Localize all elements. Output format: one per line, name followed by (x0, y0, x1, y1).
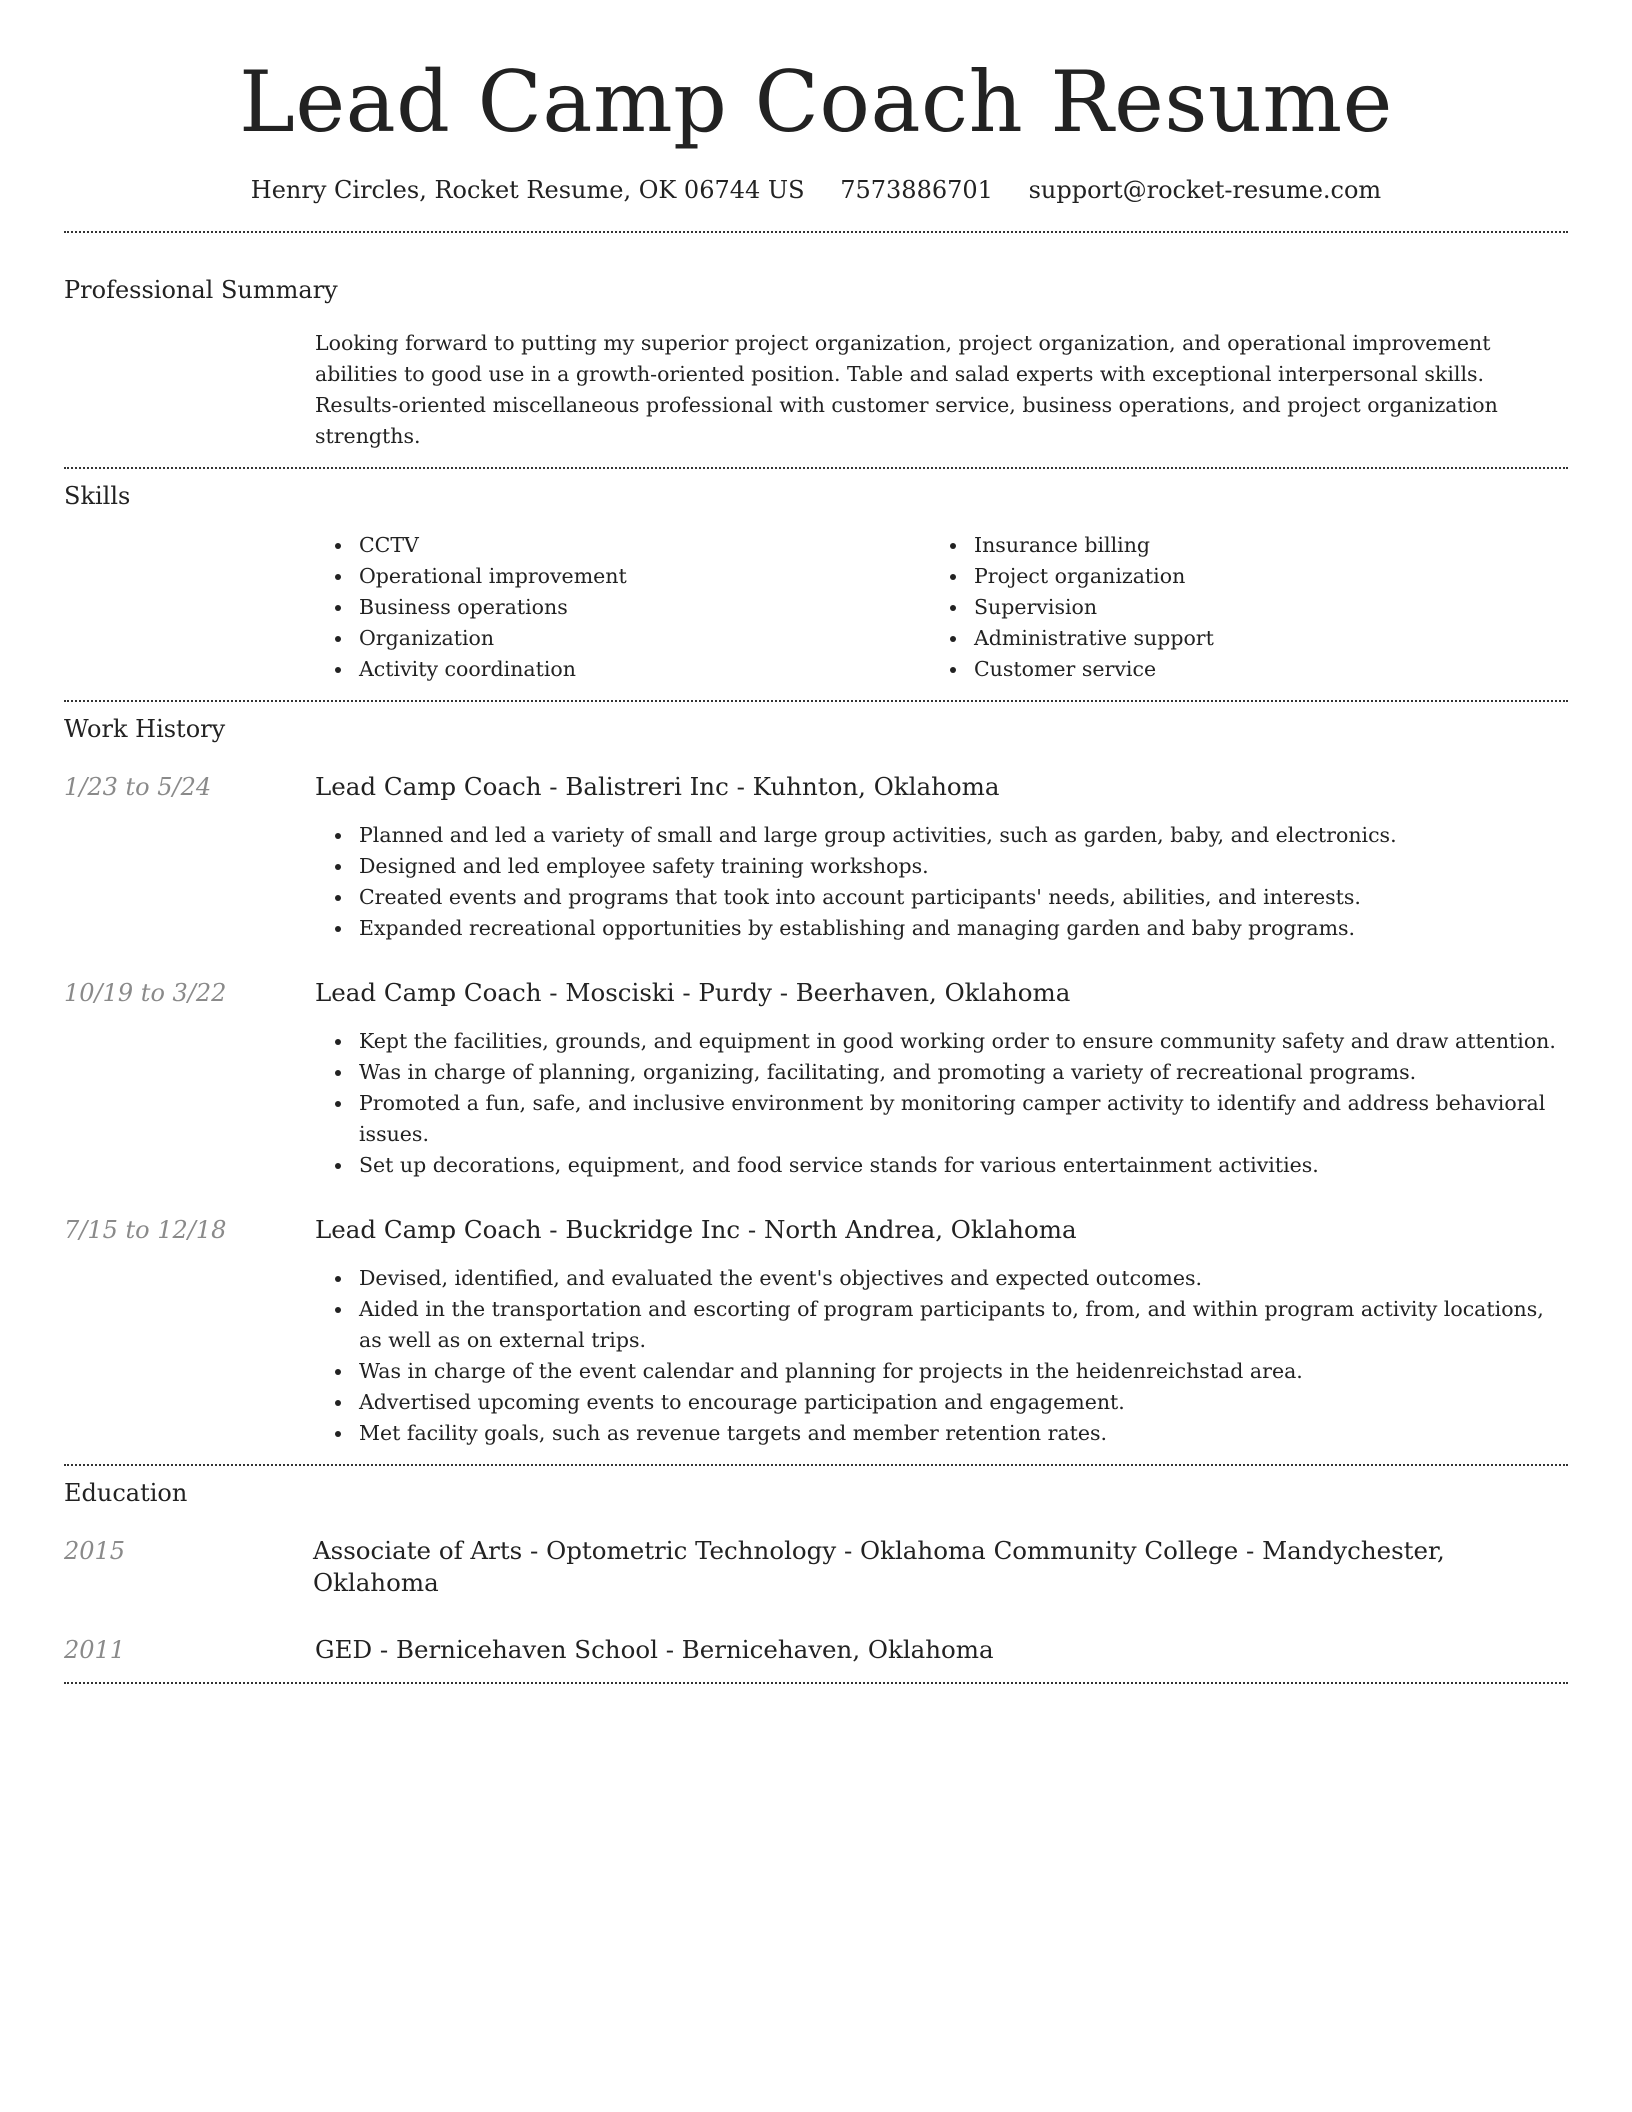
job-bullet: Expanded recreational opportunities by establishing and managing garden and baby programs. (315, 913, 1568, 944)
job-bullet: Promoted a fun, safe, and inclusive environment by monitoring camper activity to identify and address behavioral issues. (315, 1088, 1568, 1150)
job-title: Lead Camp Coach - Buckridge Inc - North Andrea, Oklahoma (315, 1215, 1077, 1244)
contact-email: support@rocket-resume.com (1028, 176, 1382, 204)
job-bullet: Was in charge of planning, organizing, facilitating, and promoting a variety of recreational programs. (315, 1057, 1568, 1088)
skill-item: Organization (315, 623, 930, 654)
job-entry (64, 771, 1568, 803)
job-bullet: Devised, identified, and evaluated the event's objectives and expected outcomes. (315, 1263, 1568, 1294)
skill-item: Activity coordination (315, 654, 930, 685)
education-heading: Education (64, 1479, 188, 1507)
divider (64, 231, 1568, 233)
job-bullets (315, 820, 1568, 944)
skill-item: Administrative support (930, 623, 1545, 654)
divider (64, 1464, 1568, 1466)
job-title: Lead Camp Coach - Mosciski - Purdy - Beerhaven, Oklahoma (315, 978, 1071, 1007)
education-detail: GED - Bernicehaven School - Bernicehaven, Oklahoma (315, 1635, 994, 1664)
contact-line (64, 174, 1568, 206)
skills-column-left (315, 530, 930, 685)
contact-phone: 7573886701 (840, 176, 993, 204)
job-bullet: Designed and led employee safety training workshops. (315, 851, 1568, 882)
divider (64, 467, 1568, 469)
job-title: Lead Camp Coach - Balistreri Inc - Kuhnton, Oklahoma (315, 772, 1000, 801)
skills-list (315, 530, 1568, 685)
resume-title: Lead Camp Coach Resume (239, 53, 1393, 151)
skill-item: Supervision (930, 592, 1545, 623)
job-bullets (315, 1026, 1568, 1181)
job-bullet: Set up decorations, equipment, and food service stands for various entertainment activities. (315, 1150, 1568, 1181)
education-year: 2015 (64, 1537, 126, 1565)
education-year: 2011 (64, 1636, 126, 1664)
skill-item: Business operations (315, 592, 930, 623)
job-bullet: Created events and programs that took into account participants' needs, abilities, and interests. (315, 882, 1568, 913)
job-dates: 1/23 to 5/24 (64, 773, 212, 801)
job-bullet: Met facility goals, such as revenue targets and member retention rates. (315, 1418, 1568, 1449)
job-bullet: Advertised upcoming events to encourage participation and engagement. (315, 1387, 1568, 1418)
work-heading: Work History (64, 715, 226, 743)
skills-heading: Skills (64, 482, 131, 510)
divider (64, 700, 1568, 702)
education-entry (64, 1634, 1568, 1666)
skill-item: Project organization (930, 561, 1545, 592)
job-dates: 7/15 to 12/18 (64, 1216, 227, 1244)
job-bullet: Kept the facilities, grounds, and equipment in good working order to ensure community safety and draw attention. (315, 1026, 1568, 1057)
skill-item: Customer service (930, 654, 1545, 685)
job-dates: 10/19 to 3/22 (64, 979, 227, 1007)
job-bullets (315, 1263, 1568, 1449)
job-entry (64, 977, 1568, 1009)
education-entry (64, 1535, 1568, 1599)
job-entry (64, 1214, 1568, 1246)
skill-item: Operational improvement (315, 561, 930, 592)
resume-page (64, 0, 1568, 1684)
divider (64, 1682, 1568, 1684)
contact-address: Henry Circles, Rocket Resume, OK 06744 US (250, 176, 805, 204)
summary-heading: Professional Summary (64, 276, 338, 304)
job-bullet: Planned and led a variety of small and large group activities, such as garden, baby, and electronics. (315, 820, 1568, 851)
skill-item: Insurance billing (930, 530, 1545, 561)
skills-column-right (930, 530, 1545, 685)
education-detail: Associate of Arts - Optometric Technology - Oklahoma Community College - Mandychester, Oklahoma (312, 1536, 1445, 1597)
summary-text: Looking forward to putting my superior project organization, project organization, and operational improvement abilities to good use in a growth-oriented position. Table and salad experts with exceptional interpersonal skills. Results-oriented miscellaneous professional with customer service, business operations, and project organization strengths. (315, 331, 1498, 448)
skill-item: CCTV (315, 530, 930, 561)
job-bullet: Aided in the transportation and escorting of program participants to, from, and within program activity locations, as well as on external trips. (315, 1294, 1568, 1356)
job-bullet: Was in charge of the event calendar and planning for projects in the heidenreichstad area. (315, 1356, 1568, 1387)
